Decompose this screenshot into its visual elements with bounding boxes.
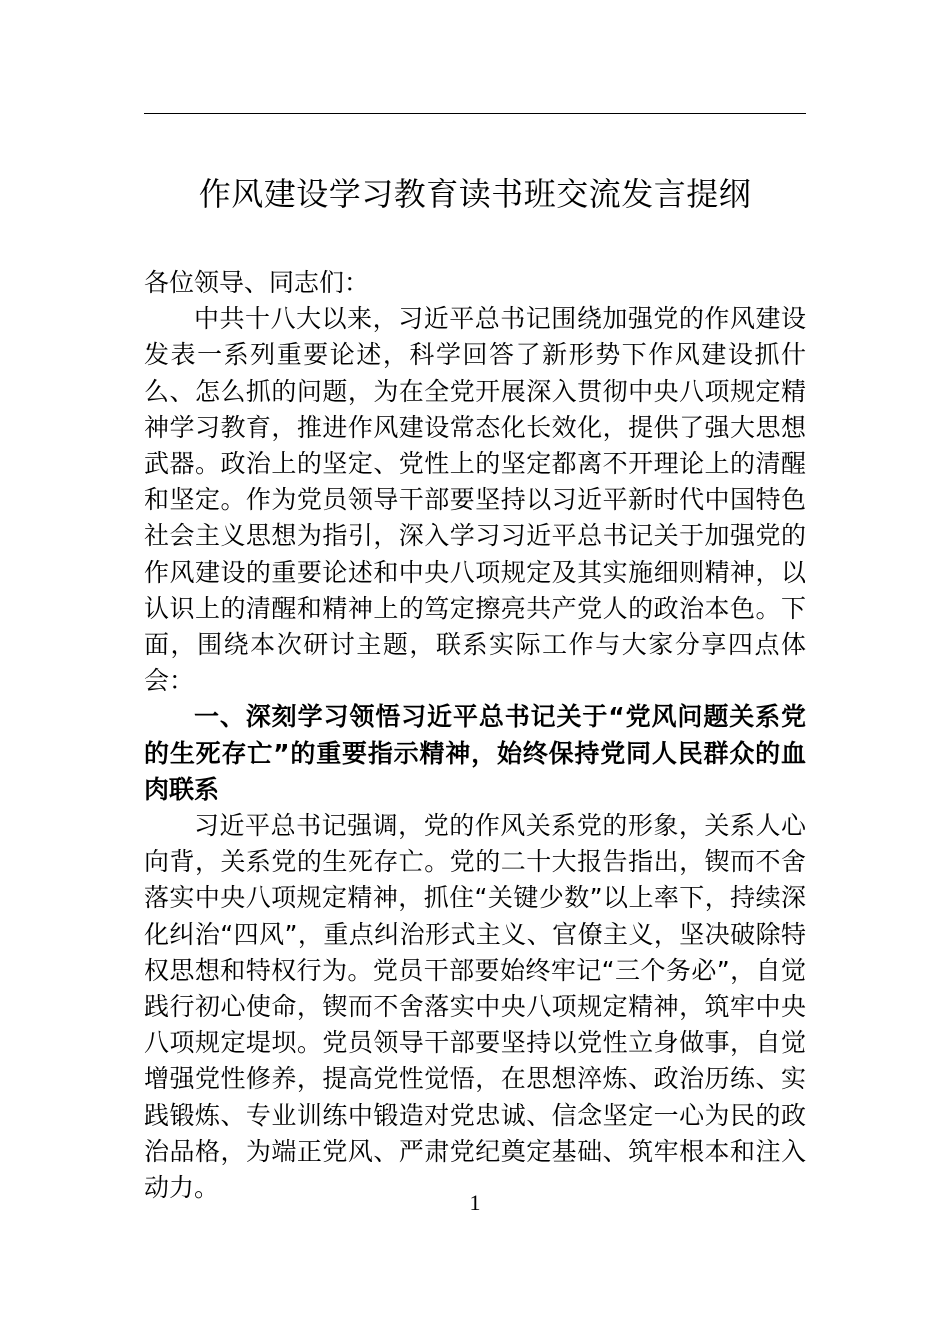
document-body xyxy=(144,265,806,1206)
document-title: 作风建设学习教育读书班交流发言提纲 xyxy=(198,175,752,213)
intro-paragraph: 中共十八大以来，习近平总书记围绕加强党的作风建设发表一系列重要论述，科学回答了新形势下作风建设抓什么、怎么抓的问题，为在全党开展深入贯彻中央八项规定精神学习教育，推进作风建设常态化长效化，提供了强大思想武器。政治上的坚定、党性上的坚定都离不开理论上的清醒和坚定。作为党员领导干部要坚持以习近平新时代中国特色社会主义思想为指引，深入学习习近平总书记关于加强党的作风建设的重要论述和中央八项规定及其实施细则精神，以认识上的清醒和精神上的笃定擦亮共产党人的政治本色。下面，围绕本次研讨主题，联系实际工作与大家分享四点体会： xyxy=(144,304,806,696)
header-rule xyxy=(144,113,806,114)
salutation: 各位领导、同志们： xyxy=(144,268,370,297)
section-one-paragraph: 习近平总书记强调，党的作风关系党的形象，关系人心向背，关系党的生死存亡。党的二十大报告指出，锲而不舍落实中央八项规定精神，抓住“关键少数”以上率下，持续深化纠治“四风”，重点纠治形式主义、官僚主义，坚决破除特权思想和特权行为。党员干部要始终牢记“三个务必”，自觉践行初心使命，锲而不舍落实中央八项规定精神，筑牢中央八项规定堤坝。党员领导干部要坚持以党性立身做事，自觉增强党性修养，提高党性觉悟，在思想淬炼、政治历练、实践锻炼、专业训练中锻造对党忠诚、信念坚定一心为民的政治品格，为端正党风、严肃党纪奠定基础、筑牢根本和注入动力。 xyxy=(144,811,806,1203)
section-one-heading: 一、深刻学习领悟习近平总书记关于“党风问题关系党的生死存亡”的重要指示精神，始终保持党同人民群众的血肉联系 xyxy=(144,702,806,804)
page-number: 1 xyxy=(469,1190,481,1215)
